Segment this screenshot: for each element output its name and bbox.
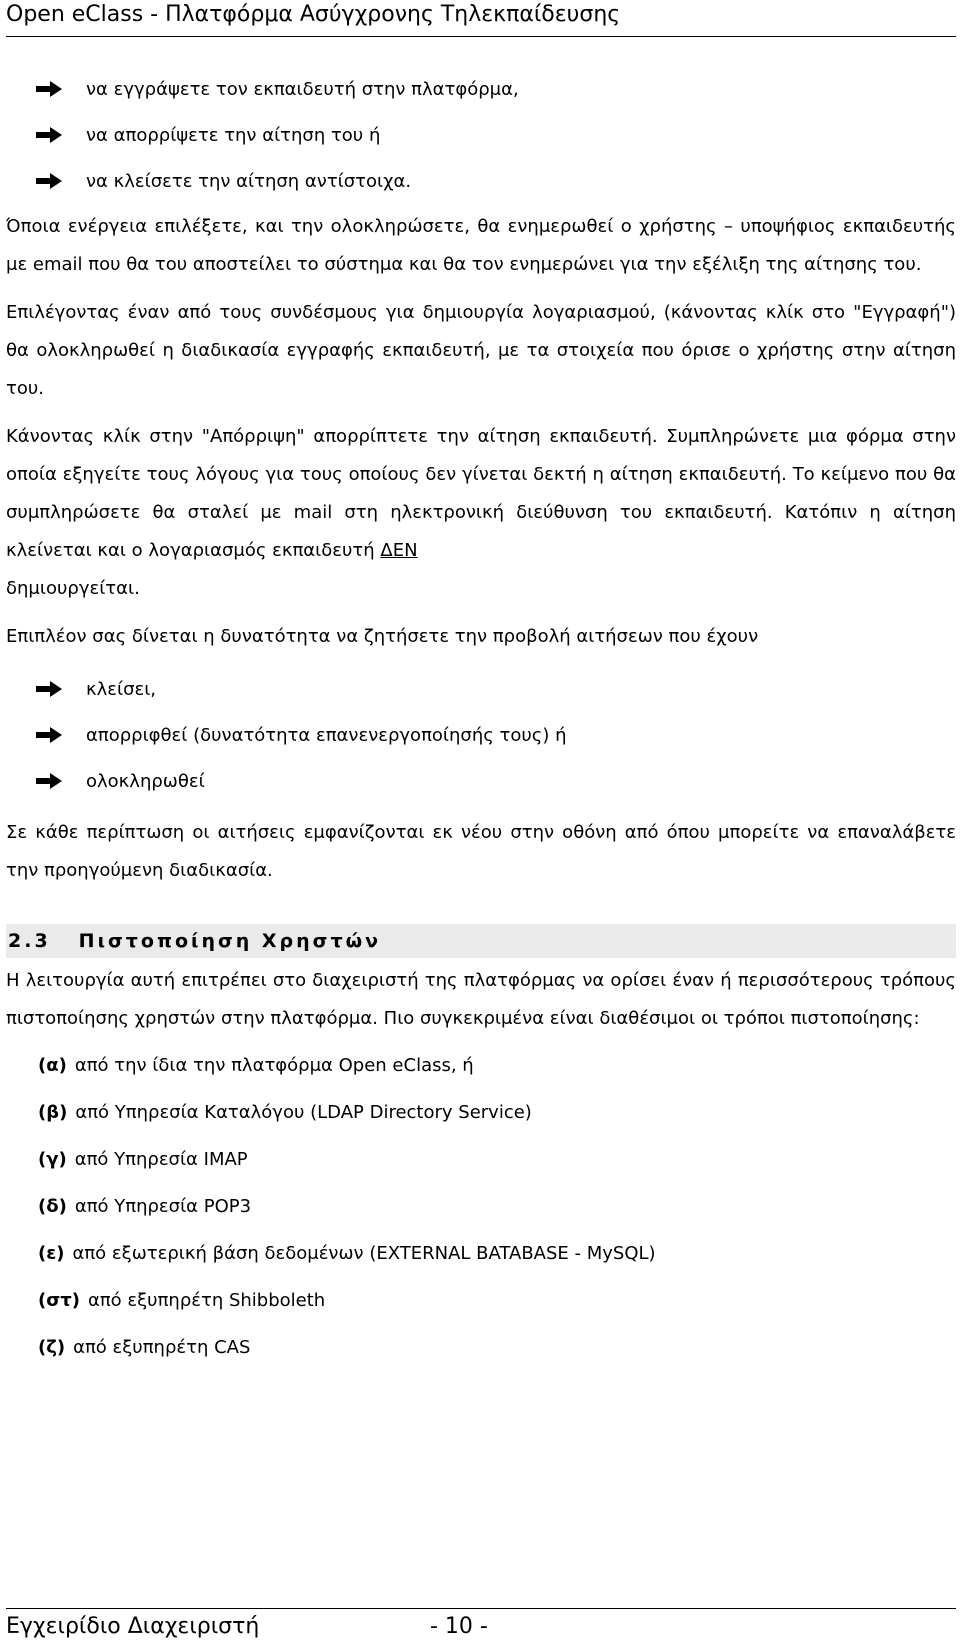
paragraph: Επιπλέον σας δίνεται η δυνατότητα να ζητήσετε την προβολή αιτήσεων που έχουν bbox=[6, 626, 759, 647]
paragraph: Όποια ενέργεια επιλέξετε, και την ολοκληρώσετε, θα ενημερωθεί ο χρήστης – υποψήφιος εκπαιδευτής με email που θα του αποστείλει το σύστημα και θα τον ενημερώνει για την εξέλιξη της αίτησης του. bbox=[6, 216, 956, 275]
page-number: - 10 - bbox=[430, 1614, 488, 1639]
list-item-marker: (γ) bbox=[38, 1149, 67, 1170]
list-item-text: απορριφθεί (δυνατότητα επανενεργοποίησής τους) ή bbox=[86, 724, 567, 746]
document-body bbox=[6, 66, 956, 1371]
list-item-text: από Υπηρεσία IMAP bbox=[74, 1149, 248, 1170]
paragraph bbox=[6, 418, 956, 608]
paragraph: Επιλέγοντας έναν από τους συνδέσμους για δημιουργία λογαριασμού, (κάνοντας κλίκ στο "Εγγραφή") θα ολοκληρωθεί η διαδικασία εγγραφής εκπαιδευτή, με τα στοιχεία που όρισε ο χρήστης στην αίτηση του. bbox=[6, 302, 956, 399]
list-item bbox=[6, 66, 956, 112]
arrow-right-icon bbox=[34, 771, 64, 791]
list-item bbox=[6, 1277, 956, 1324]
list-item-marker: (ε) bbox=[38, 1243, 65, 1264]
list-item bbox=[6, 112, 956, 158]
list-item bbox=[6, 1230, 956, 1277]
paragraph: Η λειτουργία αυτή επιτρέπει στο διαχειριστή της πλατφόρμας να ορίσει έναν ή περισσότερους τρόπους πιστοποίησης χρηστών στην πλατφόρμα. Πιο συγκεκριμένα είναι διαθέσιμοι οι τρόποι πιστοποίησης: bbox=[6, 970, 956, 1029]
list-item bbox=[6, 1324, 956, 1371]
section-heading bbox=[6, 924, 956, 958]
list-item bbox=[6, 158, 956, 204]
list-item-text: κλείσει, bbox=[86, 678, 157, 700]
arrow-right-icon bbox=[34, 171, 64, 191]
emphasis-text: ΔΕΝ bbox=[380, 540, 418, 561]
list-item-text: από εξωτερική βάση δεδομένων (EXTERNAL BATABASE - MySQL) bbox=[72, 1243, 656, 1264]
list-item bbox=[6, 1089, 956, 1136]
list-item bbox=[6, 758, 956, 804]
arrow-right-icon bbox=[34, 79, 64, 99]
list-item bbox=[6, 1136, 956, 1183]
paragraph-text: δημιουργείται. bbox=[6, 578, 140, 599]
section-title: Πιστοποίηση Χρηστών bbox=[78, 930, 382, 952]
list-item-marker: (ζ) bbox=[38, 1337, 66, 1358]
list-item-marker: (στ) bbox=[38, 1290, 80, 1311]
paragraph-text: Κάνοντας κλίκ στην "Απόρριψη" απορρίπτετε την αίτηση εκπαιδευτή. Συμπληρώνετε μια φόρμα στην οποία εξηγείτε τους λόγους για τους οποίους δεν γίνεται δεκτή η αίτηση εκπαιδευτή. Το κείμενο που θα συμπληρώσετε θα σταλεί με mail στη ηλεκτρονική διεύθυνση του εκπαιδευτή. Κατόπιν η αίτηση κλείνεται και ο λογαριασμός εκπαιδευτή bbox=[6, 426, 956, 561]
list-item-marker: (α) bbox=[38, 1055, 67, 1076]
arrow-right-icon bbox=[34, 725, 64, 745]
list-item-marker: (β) bbox=[38, 1102, 68, 1123]
list-item-text: να κλείσετε την αίτηση αντίστοιχα. bbox=[86, 170, 412, 192]
arrow-right-icon bbox=[34, 125, 64, 145]
list-item bbox=[6, 666, 956, 712]
list-item-text: από Υπηρεσία POP3 bbox=[74, 1196, 252, 1217]
arrow-right-icon bbox=[34, 679, 64, 699]
list-item-text: από Υπηρεσία Καταλόγου (LDAP Directory Service) bbox=[75, 1102, 532, 1123]
footer-title: Εγχειρίδιο Διαχειριστή bbox=[6, 1614, 260, 1639]
list-item bbox=[6, 1183, 956, 1230]
paragraph: Σε κάθε περίπτωση οι αιτήσεις εμφανίζονται εκ νέου στην οθόνη από όπου μπορείτε να επαναλάβετε την προηγούμενη διαδικασία. bbox=[6, 822, 956, 881]
list-item-text: από εξυπηρέτη Shibboleth bbox=[87, 1290, 326, 1311]
list-item bbox=[6, 1042, 956, 1089]
page-footer bbox=[6, 1608, 956, 1643]
list-item-text: από εξυπηρέτη CAS bbox=[73, 1337, 251, 1358]
list-item-text: ολοκληρωθεί bbox=[86, 770, 205, 792]
page-header bbox=[6, 0, 956, 37]
list-item-text: να εγγράψετε τον εκπαιδευτή στην πλατφόρμα, bbox=[86, 78, 519, 100]
list-item bbox=[6, 712, 956, 758]
list-item-marker: (δ) bbox=[38, 1196, 67, 1217]
section-number: 2.3 bbox=[8, 930, 51, 952]
header-title: Open eClass - Πλατφόρμα Ασύγχρονης Τηλεκπαίδευσης bbox=[6, 2, 621, 27]
list-item-text: να απορρίψετε την αίτηση του ή bbox=[86, 124, 381, 146]
list-item-text: από την ίδια την πλατφόρμα Open eClass, ή bbox=[74, 1055, 474, 1076]
